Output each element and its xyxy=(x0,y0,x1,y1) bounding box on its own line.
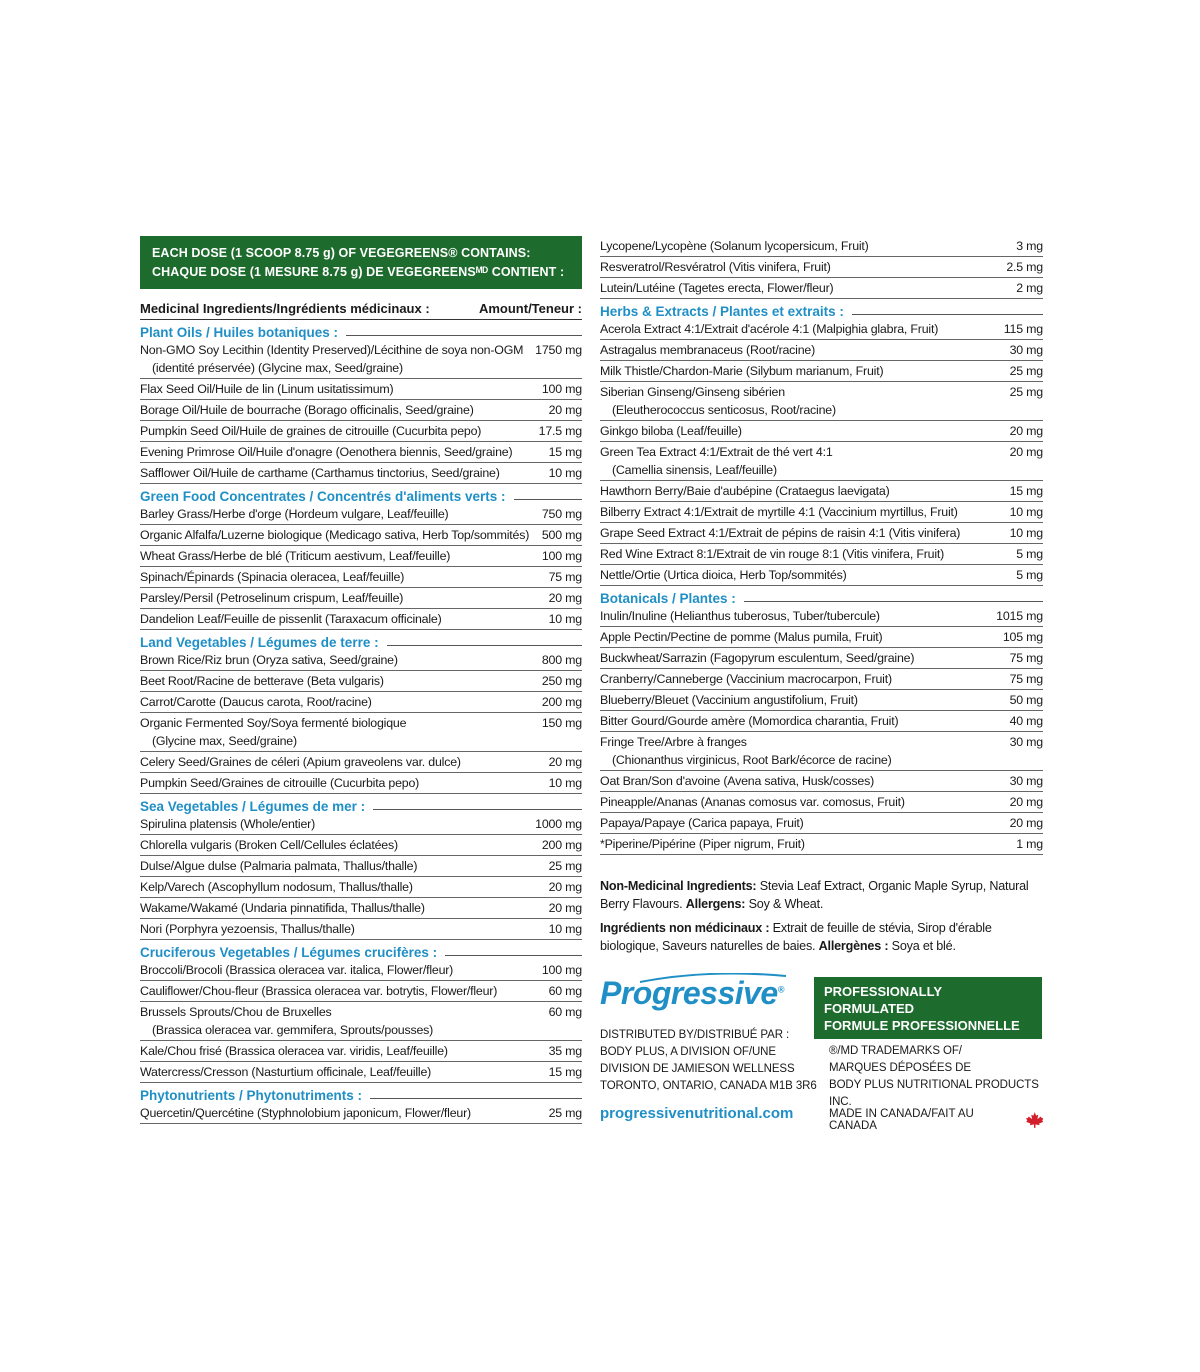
ingredient-amount: 20 mg xyxy=(548,755,582,769)
ingredient-name xyxy=(140,443,549,461)
ingredient-amount: 500 mg xyxy=(541,528,582,542)
ingredient-name xyxy=(140,753,549,771)
ingredient-name-line1: Borage Oil/Huile de bourrache (Borago officinalis, Seed/graine) xyxy=(140,403,474,417)
right-column xyxy=(600,236,1043,961)
ingredient-amount: 17.5 mg xyxy=(538,424,582,438)
ingredient-name xyxy=(600,422,1010,440)
ingredient-name-line2: (Camellia sinensis, Leaf/feuille) xyxy=(612,463,777,477)
ingredient-amount: 100 mg xyxy=(541,549,582,563)
ingredient-amount: 60 mg xyxy=(548,984,582,998)
medicinal-ingredients-heading: Medicinal Ingredients/Ingrédients médicinaux : xyxy=(140,301,430,316)
made-in-canada: MADE IN CANADA/FAIT AU CANADA xyxy=(829,1108,1043,1132)
ingredient-amount: 10 mg xyxy=(1009,526,1043,540)
ingredient-name xyxy=(600,733,1010,769)
ingredient-name xyxy=(600,545,1016,563)
ingredient-row xyxy=(140,567,582,588)
ingredient-row xyxy=(140,752,582,773)
section-heading xyxy=(140,635,582,650)
ingredient-name xyxy=(140,422,539,440)
section-heading xyxy=(140,1088,582,1103)
section-heading xyxy=(140,325,582,340)
ingredient-name xyxy=(140,857,549,875)
ingredient-amount: 10 mg xyxy=(548,466,582,480)
non-medicinal-fr: Ingrédients non médicinaux : Extrait de feuille de stévia, Sirop d'érable biologique, Saveurs naturelles de baies. Allergènes : Soya et blé. xyxy=(600,921,992,953)
ingredient-amount: 10 mg xyxy=(548,776,582,790)
ingredient-name-line1: Safflower Oil/Huile de carthame (Carthamus tinctorius, Seed/graine) xyxy=(140,466,500,480)
ingredient-amount: 20 mg xyxy=(548,591,582,605)
ingredient-amount: 15 mg xyxy=(1009,484,1043,498)
ingredient-name-line1: Papaya/Papaye (Carica papaya, Fruit) xyxy=(600,816,804,830)
ingredient-row xyxy=(600,340,1043,361)
ingredient-amount: 2 mg xyxy=(1016,281,1043,295)
ingredient-amount: 75 mg xyxy=(1009,651,1043,665)
ingredient-name xyxy=(140,1042,549,1060)
ingredient-amount: 10 mg xyxy=(1009,505,1043,519)
ingredient-name-line1: Watercress/Cresson (Nasturtium officinale, Leaf/feuille) xyxy=(140,1065,432,1079)
ingredient-row xyxy=(140,650,582,671)
ingredient-name-line1: Acerola Extract 4:1/Extrait d'acérole 4:1 (Malpighia glabra, Fruit) xyxy=(600,322,939,336)
ingredient-name-line1: Red Wine Extract 8:1/Extrait de vin rouge 8:1 (Vitis vinifera, Fruit) xyxy=(600,547,945,561)
ingredient-name-line1: Nettle/Ortie (Urtica dioica, Herb Top/sommités) xyxy=(600,568,847,582)
ingredient-amount: 1000 mg xyxy=(535,817,582,831)
trademark-info: ®/MD TRADEMARKS OF/ MARQUES DÉPOSÉES DE BODY PLUS NUTRITIONAL PRODUCTS INC. xyxy=(829,1045,1039,1108)
ingredient-name xyxy=(600,712,1010,730)
ingredient-amount: 100 mg xyxy=(541,963,582,977)
ingredient-name xyxy=(600,341,1010,359)
ingredient-name xyxy=(140,878,549,896)
ingredient-amount: 105 mg xyxy=(1002,630,1043,644)
ingredient-amount: 2.5 mg xyxy=(1006,260,1043,274)
ingredient-row xyxy=(600,523,1043,544)
ingredient-name xyxy=(140,693,542,711)
ingredient-amount: 3 mg xyxy=(1016,239,1043,253)
ingredient-amount: 25 mg xyxy=(548,1106,582,1120)
ingredient-amount: 20 mg xyxy=(1009,445,1043,459)
ingredient-row xyxy=(140,1062,582,1083)
section-rule xyxy=(445,955,582,956)
ingredient-row xyxy=(600,606,1043,627)
ingredient-name-line1: Brussels Sprouts/Chou de Bruxelles xyxy=(140,1005,332,1019)
ingredient-name xyxy=(140,568,549,586)
section-rule xyxy=(514,499,582,500)
ingredient-row xyxy=(140,504,582,525)
ingredient-amount: 750 mg xyxy=(541,507,582,521)
maple-leaf-icon xyxy=(1026,1112,1044,1128)
ingredient-name-line1: Green Tea Extract 4:1/Extrait de thé vert 4:1 xyxy=(600,445,833,459)
ingredient-name xyxy=(140,920,549,938)
section-title: Botanicals / Plantes : xyxy=(600,591,736,606)
ingredient-name-line1: Dandelion Leaf/Feuille de pissenlit (Taraxacum officinale) xyxy=(140,612,442,626)
ingredient-name xyxy=(600,258,1006,276)
ingredient-row xyxy=(600,361,1043,382)
ingredient-name xyxy=(600,362,1010,380)
ingredient-row xyxy=(600,442,1043,481)
ingredient-row xyxy=(140,713,582,752)
ingredient-name-line1: Quercetin/Quercétine (Styphnolobium japonicum, Flower/fleur) xyxy=(140,1106,471,1120)
section-heading xyxy=(600,591,1043,606)
ingredient-name-line1: Hawthorn Berry/Baie d'aubépine (Crataegus laevigata) xyxy=(600,484,890,498)
ingredient-row xyxy=(600,690,1043,711)
section-rule xyxy=(346,335,582,336)
ingredient-name xyxy=(600,670,1010,688)
ingredient-amount: 15 mg xyxy=(548,445,582,459)
ingredient-name xyxy=(600,503,1010,521)
section-title: Cruciferous Vegetables / Légumes crucifères : xyxy=(140,945,438,960)
ingredient-name xyxy=(600,772,1010,790)
ingredient-row xyxy=(140,814,582,835)
ingredient-name-line1: Siberian Ginseng/Ginseng sibérien xyxy=(600,385,785,399)
section-rule xyxy=(852,314,1043,315)
ingredient-amount: 25 mg xyxy=(1009,364,1043,378)
ingredient-row xyxy=(600,565,1043,586)
ingredient-name-line1: Inulin/Inuline (Helianthus tuberosus, Tuber/tubercule) xyxy=(600,609,880,623)
distributor-info: DISTRIBUTED BY/DISTRIBUÉ PAR : BODY PLUS, A DIVISION OF/UNE DIVISION DE JAMIESON WELLNESS TORONTO, ONTARIO, CANADA M1B 3R6 xyxy=(600,1029,817,1092)
ingredient-name xyxy=(140,774,549,792)
section-heading xyxy=(600,304,1043,319)
ingredient-name-line1: Spinach/Épinards (Spinacia oleracea, Leaf/feuille) xyxy=(140,570,405,584)
dose-header-en: EACH DOSE (1 SCOOP 8.75 g) OF VEGEGREENS® CONTAINS: xyxy=(152,246,531,260)
ingredient-row xyxy=(140,981,582,1002)
section-heading xyxy=(140,799,582,814)
ingredient-name-line1: Pumpkin Seed/Graines de citrouille (Cucurbita pepo) xyxy=(140,776,420,790)
ingredient-name-line1: Brown Rice/Riz brun (Oryza sativa, Seed/graine) xyxy=(140,653,398,667)
ingredient-name xyxy=(600,443,1010,479)
ingredient-name-line1: Pineapple/Ananas (Ananas comosus var. comosus, Fruit) xyxy=(600,795,905,809)
section-title: Green Food Concentrates / Concentrés d'aliments verts : xyxy=(140,489,506,504)
ingredient-name xyxy=(140,1003,549,1039)
ingredient-name xyxy=(140,547,542,565)
ingredient-row xyxy=(600,319,1043,340)
label-footer xyxy=(600,975,1043,1135)
section-heading xyxy=(140,489,582,504)
ingredient-name xyxy=(600,566,1016,584)
ingredient-amount: 115 mg xyxy=(1003,322,1043,336)
ingredient-name-line1: Kale/Chou frisé (Brassica oleracea var. viridis, Leaf/feuille) xyxy=(140,1044,448,1058)
ingredient-amount: 200 mg xyxy=(541,838,582,852)
non-medicinal-en: Non-Medicinal Ingredients: Stevia Leaf Extract, Organic Maple Syrup, Natural Berry Flavours. Allergens: Soy & Wheat. xyxy=(600,879,1029,911)
ingredient-name xyxy=(140,380,542,398)
ingredient-name xyxy=(600,320,1004,338)
ingredient-name-line1: Dulse/Algue dulse (Palmaria palmata, Thallus/thalle) xyxy=(140,859,418,873)
ingredient-amount: 30 mg xyxy=(1009,735,1043,749)
ingredient-name-line1: Lutein/Lutéine (Tagetes erecta, Flower/fleur) xyxy=(600,281,834,295)
ingredient-name xyxy=(140,526,542,544)
ingredient-row xyxy=(600,421,1043,442)
ingredient-name-line1: Ginkgo biloba (Leaf/feuille) xyxy=(600,424,742,438)
ingredient-name xyxy=(140,464,549,482)
ingredient-name-line2: (Brassica oleracea var. gemmifera, Sprouts/pousses) xyxy=(152,1023,434,1037)
ingredient-row xyxy=(140,421,582,442)
ingredient-name xyxy=(140,982,549,1000)
ingredient-amount: 20 mg xyxy=(548,403,582,417)
ingredient-name-line2: (Glycine max, Seed/graine) xyxy=(152,734,297,748)
right-top-rows xyxy=(600,236,1043,299)
ingredient-row xyxy=(600,278,1043,299)
ingredient-amount: 100 mg xyxy=(541,382,582,396)
ingredient-row xyxy=(600,257,1043,278)
ingredient-name xyxy=(140,714,542,750)
ingredient-amount: 1 mg xyxy=(1016,837,1043,851)
ingredient-amount: 1750 mg xyxy=(535,343,582,357)
ingredient-name-line1: Blueberry/Bleuet (Vaccinium angustifolium, Fruit) xyxy=(600,693,858,707)
section-rule xyxy=(387,645,582,646)
ingredient-name-line1: Beet Root/Racine de betterave (Beta vulgaris) xyxy=(140,674,384,688)
ingredient-amount: 20 mg xyxy=(1009,795,1043,809)
ingredient-name-line1: Non-GMO Soy Lecithin (Identity Preserved)/Lécithine de soya non-OGM xyxy=(140,343,524,357)
ingredient-amount: 75 mg xyxy=(548,570,582,584)
ingredient-name-line1: Cauliflower/Chou-fleur (Brassica oleracea var. botrytis, Flower/fleur) xyxy=(140,984,498,998)
ingredient-name xyxy=(600,793,1010,811)
ingredient-amount: 40 mg xyxy=(1009,714,1043,728)
left-sections xyxy=(140,325,582,1124)
ingredient-name xyxy=(600,649,1010,667)
ingredient-row xyxy=(140,692,582,713)
ingredient-row xyxy=(600,834,1043,855)
ingredient-name xyxy=(140,815,535,833)
ingredient-row xyxy=(600,813,1043,834)
ingredient-name xyxy=(600,628,1003,646)
ingredient-name-line1: Organic Alfalfa/Luzerne biologique (Medicago sativa, Herb Top/sommités) xyxy=(140,528,530,542)
ingredient-name-line2: (identité préservée) (Glycine max, Seed/graine) xyxy=(152,361,403,375)
ingredient-row xyxy=(600,236,1043,257)
section-title: Sea Vegetables / Légumes de mer : xyxy=(140,799,366,814)
ingredient-name xyxy=(600,814,1010,832)
ingredient-row xyxy=(140,588,582,609)
ingredient-name-line1: Chlorella vulgaris (Broken Cell/Cellules éclatées) xyxy=(140,838,398,852)
ingredient-row xyxy=(140,773,582,794)
amount-heading: Amount/Teneur : xyxy=(478,301,582,316)
ingredient-name xyxy=(600,691,1010,709)
ingredient-row xyxy=(600,771,1043,792)
ingredient-row xyxy=(140,1103,582,1124)
ingredient-amount: 25 mg xyxy=(548,859,582,873)
ingredient-row xyxy=(600,648,1043,669)
ingredient-name-line1: Celery Seed/Graines de céleri (Apium graveolens var. dulce) xyxy=(140,755,461,769)
ingredient-name-line1: Evening Primrose Oil/Huile d'onagre (Oenothera biennis, Seed/graine) xyxy=(140,445,513,459)
section-title: Land Vegetables / Légumes de terre : xyxy=(140,635,379,650)
ingredient-name-line1: Pumpkin Seed Oil/Huile de graines de citrouille (Cucurbita pepo) xyxy=(140,424,482,438)
dose-header xyxy=(140,236,582,289)
ingredient-name-line1: Kelp/Varech (Ascophyllum nodosum, Thallus/thalle) xyxy=(140,880,413,894)
ingredient-name xyxy=(600,524,1010,542)
ingredient-name xyxy=(140,1104,549,1122)
ingredient-name-line1: *Piperine/Pipérine (Piper nigrum, Fruit) xyxy=(600,837,805,851)
ingredient-name-line1: Flax Seed Oil/Huile de lin (Linum usitatissimum) xyxy=(140,382,394,396)
ingredient-row xyxy=(600,481,1043,502)
ingredient-row xyxy=(140,877,582,898)
ingredient-row xyxy=(140,379,582,400)
ingredient-name xyxy=(140,1063,549,1081)
professionally-formulated-badge: PROFESSIONALLY FORMULATED FORMULE PROFESSIONNELLE xyxy=(814,977,1042,1039)
ingredient-name xyxy=(140,401,549,419)
ingredient-amount: 30 mg xyxy=(1009,774,1043,788)
ingredient-name-line1: Wheat Grass/Herbe de blé (Triticum aestivum, Leaf/feuille) xyxy=(140,549,451,563)
ingredient-name-line1: Apple Pectin/Pectine de pomme (Malus pumila, Fruit) xyxy=(600,630,883,644)
ingredient-name xyxy=(600,607,996,625)
ingredient-amount: 60 mg xyxy=(548,1005,582,1019)
ingredient-row xyxy=(600,544,1043,565)
ingredient-name-line1: Bitter Gourd/Gourde amère (Momordica charantia, Fruit) xyxy=(600,714,899,728)
ingredient-row xyxy=(140,400,582,421)
ingredient-name-line1: Cranberry/Canneberge (Vaccinium macrocarpon, Fruit) xyxy=(600,672,892,686)
ingredient-name xyxy=(600,237,1016,255)
section-rule xyxy=(373,809,582,810)
ingredient-row xyxy=(140,960,582,981)
ingredient-row xyxy=(140,856,582,877)
left-column xyxy=(140,236,582,1124)
right-sections xyxy=(600,304,1043,855)
section-title: Herbs & Extracts / Plantes et extraits : xyxy=(600,304,844,319)
ingredient-name xyxy=(140,672,542,690)
ingredient-name-line1: Bilberry Extract 4:1/Extrait de myrtille 4:1 (Vaccinium myrtillus, Fruit) xyxy=(600,505,958,519)
ingredient-amount: 5 mg xyxy=(1016,547,1043,561)
ingredient-name-line1: Fringe Tree/Arbre à franges xyxy=(600,735,747,749)
ingredient-row xyxy=(140,546,582,567)
ingredient-row xyxy=(140,1002,582,1041)
ingredient-name-line1: Parsley/Persil (Petroselinum crispum, Leaf/feuille) xyxy=(140,591,404,605)
column-header xyxy=(140,301,582,320)
ingredient-name xyxy=(600,383,1010,419)
ingredient-name xyxy=(140,899,549,917)
ingredient-amount: 5 mg xyxy=(1016,568,1043,582)
ingredient-row xyxy=(140,609,582,630)
ingredient-row xyxy=(140,898,582,919)
ingredient-amount: 200 mg xyxy=(541,695,582,709)
ingredient-row xyxy=(600,502,1043,523)
ingredient-row xyxy=(140,835,582,856)
ingredient-name-line2: (Chionanthus virginicus, Root Bark/écorce de racine) xyxy=(612,753,892,767)
ingredient-row xyxy=(600,669,1043,690)
ingredient-row xyxy=(600,627,1043,648)
ingredient-amount: 35 mg xyxy=(548,1044,582,1058)
ingredient-name xyxy=(140,341,535,377)
ingredient-name-line1: Resveratrol/Resvératrol (Vitis vinifera, Fruit) xyxy=(600,260,831,274)
ingredient-row xyxy=(600,792,1043,813)
ingredient-row xyxy=(600,732,1043,771)
ingredient-amount: 1015 mg xyxy=(996,609,1043,623)
ingredient-name-line1: Nori (Porphyra yezoensis, Thallus/thalle) xyxy=(140,922,355,936)
ingredient-name xyxy=(600,482,1010,500)
ingredient-amount: 15 mg xyxy=(548,1065,582,1079)
progressive-logo: Progressive® xyxy=(600,975,784,1011)
ingredient-name-line1: Milk Thistle/Chardon-Marie (Silybum marianum, Fruit) xyxy=(600,364,884,378)
ingredient-name-line1: Barley Grass/Herbe d'orge (Hordeum vulgare, Leaf/feuille) xyxy=(140,507,449,521)
non-medicinal-ingredients xyxy=(600,877,1043,955)
ingredient-name-line1: Carrot/Carotte (Daucus carota, Root/racine) xyxy=(140,695,372,709)
ingredient-name-line1: Wakame/Wakamé (Undaria pinnatifida, Thallus/thalle) xyxy=(140,901,425,915)
section-title: Phytonutrients / Phytonutriments : xyxy=(140,1088,363,1103)
ingredient-name-line2: (Eleutherococcus senticosus, Root/racine) xyxy=(612,403,836,417)
ingredient-name xyxy=(140,610,549,628)
ingredient-name-line1: Oat Bran/Son d'avoine (Avena sativa, Husk/cosses) xyxy=(600,774,875,788)
ingredient-row xyxy=(600,382,1043,421)
ingredient-amount: 250 mg xyxy=(541,674,582,688)
ingredient-amount: 10 mg xyxy=(548,612,582,626)
ingredient-amount: 30 mg xyxy=(1009,343,1043,357)
ingredient-row xyxy=(140,442,582,463)
ingredient-name-line1: Buckwheat/Sarrazin (Fagopyrum esculentum, Seed/graine) xyxy=(600,651,915,665)
ingredient-name-line1: Organic Fermented Soy/Soya fermenté biologique xyxy=(140,716,407,730)
section-rule xyxy=(744,601,1043,602)
section-title: Plant Oils / Huiles botaniques : xyxy=(140,325,339,340)
website-link[interactable]: progressivenutritional.com xyxy=(600,1105,794,1122)
ingredient-row xyxy=(140,463,582,484)
ingredient-amount: 800 mg xyxy=(541,653,582,667)
ingredient-name-line1: Spirulina platensis (Whole/entier) xyxy=(140,817,316,831)
ingredient-amount: 50 mg xyxy=(1009,693,1043,707)
ingredient-amount: 25 mg xyxy=(1009,385,1043,399)
ingredient-row xyxy=(140,919,582,940)
section-heading xyxy=(140,945,582,960)
ingredient-name-line1: Lycopene/Lycopène (Solanum lycopersicum, Fruit) xyxy=(600,239,869,253)
ingredient-amount: 20 mg xyxy=(1009,816,1043,830)
ingredient-amount: 10 mg xyxy=(548,922,582,936)
section-rule xyxy=(370,1098,582,1099)
ingredient-name xyxy=(600,835,1016,853)
ingredient-amount: 20 mg xyxy=(1009,424,1043,438)
ingredient-row xyxy=(140,671,582,692)
ingredient-name xyxy=(140,589,549,607)
ingredient-amount: 75 mg xyxy=(1009,672,1043,686)
ingredient-amount: 20 mg xyxy=(548,901,582,915)
ingredient-amount: 150 mg xyxy=(541,716,582,730)
ingredient-name xyxy=(140,836,542,854)
ingredient-name-line1: Astragalus membranaceus (Root/racine) xyxy=(600,343,816,357)
ingredient-name-line1: Broccoli/Brocoli (Brassica oleracea var. italica, Flower/fleur) xyxy=(140,963,454,977)
ingredient-row xyxy=(140,525,582,546)
ingredient-row xyxy=(140,1041,582,1062)
ingredient-amount: 20 mg xyxy=(548,880,582,894)
ingredient-name xyxy=(140,505,542,523)
dose-header-fr: CHAQUE DOSE (1 MESURE 8.75 g) DE VEGEGREENSᴹᴰ CONTIENT : xyxy=(152,265,565,279)
ingredient-name xyxy=(140,651,542,669)
ingredient-row xyxy=(140,340,582,379)
ingredient-name xyxy=(140,961,542,979)
ingredient-name xyxy=(600,279,1016,297)
ingredient-name-line1: Grape Seed Extract 4:1/Extrait de pépins de raisin 4:1 (Vitis vinifera) xyxy=(600,526,961,540)
ingredient-row xyxy=(600,711,1043,732)
